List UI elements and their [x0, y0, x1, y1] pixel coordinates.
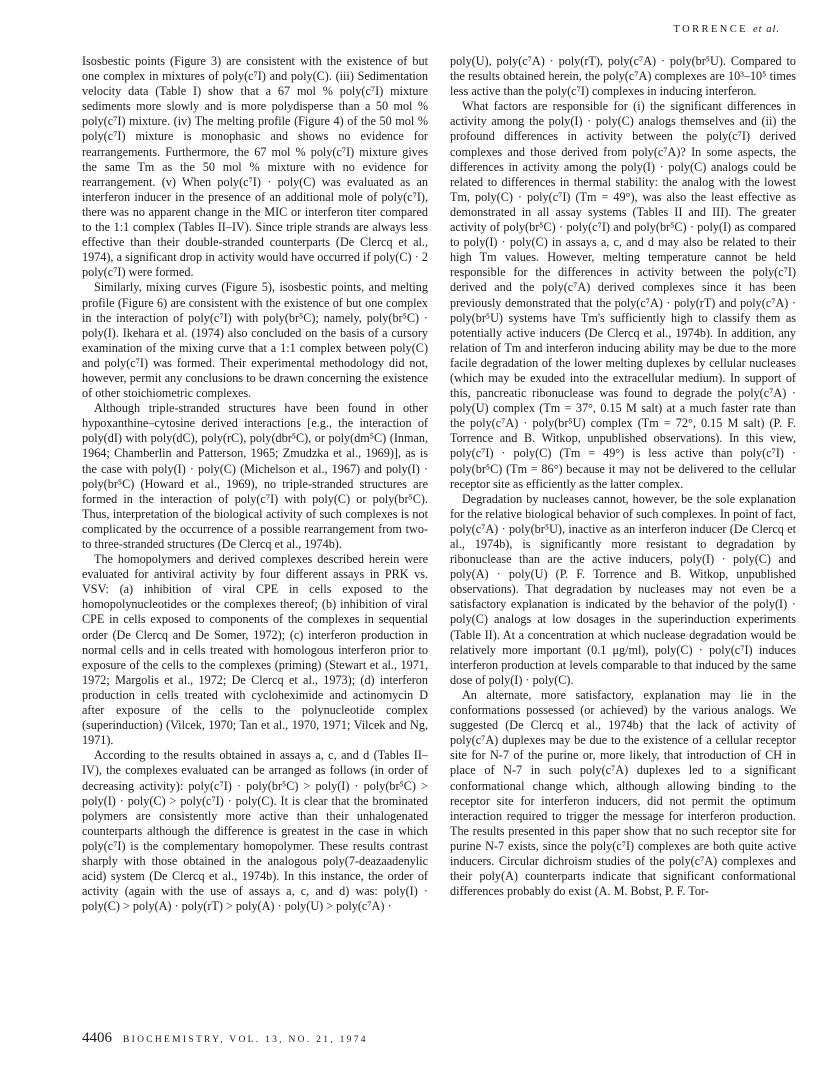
paragraph: What factors are responsible for (i) the significant differences in activity among the poly(I) · poly(C) analogs themselves and (ii) the profound differences in activity between the poly(c⁷I) derived complexes and those derived from poly(c⁷A)? In some aspects, the differences in activity among the poly(I) · poly(C) analogs could be related to differences in thermal stability: the analog with the lowest Tm, poly(C) · poly(c⁷I) (Tm = 49°), was also the least effective as demonstrated in all assay systems (Tables II and III). The greater activity of poly(br⁵C) · poly(c⁷I) and poly(br⁵C) · poly(I) as compared to poly(I) · poly(C) in assays a, c, and d may also be related to their high Tm values. However, melting temperature cannot be held responsible for the differences in activity between the poly(c⁷I) derived and the poly(c⁷A) derived complexes since it has been previously demonstrated that the poly(c⁷A) · poly(rT) and poly(c⁷A) · poly(br⁵U) systems have Tm's sufficiently high to classify them as potentially active inducers (De Clercq et al., 1974b). In addition, any relation of Tm and interferon inducing ability may be due to the more facile degradation of the lower melting duplexes by cellular nucleases (which may be exuded into the extracellular medium). In support of this, pancreatic ribonuclease was found to degrade the poly(c⁷A) · poly(U) complex (Tm = 37°, 0.15 M salt) at a much faster rate than the poly(c⁷A) · poly(br⁵U) complex (Tm = 72°, 0.15 M salt) (P. F. Torrence and B. Witkop, unpublished observations). In this view, poly(c⁷I) · poly(C) (Tm = 49°) is less active than poly(c⁷I) · poly(br⁵C) (Tm = 86°) because it may not be delivered to the cellular receptor site as efficiently as the latter complex.	[450, 99, 796, 491]
left-column	[82, 54, 428, 914]
right-column	[450, 54, 796, 899]
paragraph: Although triple-stranded structures have been found in other hypoxanthine–cytosine derived interactions [e.g., the interaction of poly(dI) with poly(dC), poly(rC), poly(dbr⁵C), or poly(dm⁵C) (Inman, 1964; Chamberlin and Patterson, 1965; Zmudzka et al., 1969)], as is the case with poly(I) · poly(C) (Michelson et al., 1967) and poly(I) · poly(br⁵C) (Howard et al., 1969), no triple-stranded structures are formed in the interaction of poly(c⁷I) with poly(C) or poly(br⁵C). Thus, interpretation of the biological activity of such complexes is not complicated by the occurrence of a possible rearrangement from two- to three-stranded structures (De Clercq et al., 1974b).	[82, 401, 428, 551]
paragraph: Isosbestic points (Figure 3) are consistent with the existence of but one complex in mixtures of poly(c⁷I) and poly(C). (iii) Sedimentation velocity data (Table I) show that a 67 mol % poly(c⁷I) mixture sediments more slowly and is more polydisperse than a 50 mol % poly(c⁷I) mixture. (iv) The melting profile (Figure 4) of the 50 mol % poly(c⁷I) mixture is monophasic and shows no evidence for rearrangements. Furthermore, the 67 mol % poly(c⁷I) mixture gives the same Tm as the 50 mol % mixture with no evidence for rearrangement. (v) When poly(c⁷I) · poly(C) was evaluated as an interferon inducer in the presence of an additional mole of poly(c⁷I), there was no apparent change in the MIC or interferon titer compared to the 1:1 complex (Tables II–IV). Since triple strands are always less effective than their double-stranded counterparts (De Clercq et al., 1974), a significant drop in activity would have occurred if poly(C) · 2 poly(c⁷I) were formed.	[82, 54, 428, 280]
running-head	[674, 24, 780, 35]
paragraph: poly(U), poly(c⁷A) · poly(rT), poly(c⁷A) · poly(br⁵U). Compared to the results obtained herein, the poly(c⁷A) complexes are 10³–10⁵ times less active than the poly(c⁷I) complexes in inducing interferon.	[450, 54, 796, 99]
paragraph: The homopolymers and derived complexes described herein were evaluated for antiviral activity by four different assays in PRK vs. VSV: (a) inhibition of viral CPE in cells exposed to the homopolynucleotides or the complexes thereof; (b) inhibition of viral CPE in cells exposed to components of the complexes in sequential order (De Clercq and De Somer, 1972); (c) interferon production in normal cells and in cells treated with homologous interferon prior to exposure of the cells to the complexes (priming) (Stewart et al., 1971, 1972; Margolis et al., 1972; De Clercq et al., 1973); (d) interferon production in cells treated with cycloheximide and actinomycin D after exposure of the cells to the polynucleotide complex (superinduction) (Vilcek, 1970; Tan et al., 1970, 1971; Vilcek and Ng, 1971).	[82, 552, 428, 748]
paragraph: According to the results obtained in assays a, c, and d (Tables II–IV), the complexes evaluated can be arranged as follows (in order of decreasing activity): poly(c⁷I) · poly(br⁵C) > poly(I) · poly(br⁵C) > poly(I) · poly(C) > poly(c⁷I) · poly(C). It is clear that the brominated polymers are consistently more active than their unhalogenated counterparts although the difference is greatest in the case in which poly(c⁷I) is the complementary homopolymer. These results contrast sharply with those obtained in the analogous poly(7-deazaadenylic acid) system (De Clercq et al., 1974b). In this instance, the order of activity (again with the use of assays a, c, and d) was: poly(I) · poly(C) > poly(A) · poly(rT) > poly(A) · poly(U) > poly(c⁷A) ·	[82, 748, 428, 914]
page-footer	[82, 1030, 368, 1047]
journal-citation: BIOCHEMISTRY, VOL. 13, NO. 21, 1974	[123, 1035, 368, 1045]
paragraph: Similarly, mixing curves (Figure 5), isosbestic points, and melting profile (Figure 6) are consistent with the existence of but one complex in the interaction of poly(c⁷I) with poly(br⁵C); namely, poly(br⁵C) · poly(I). Ikehara et al. (1974) also concluded on the basis of a cursory examination of the mixing curve that a 1:1 complex between poly(C) and poly(c⁷I) was formed. Their experimental methodology did not, however, permit any conclusions to be drawn concerning the existence of other stoichiometric complexes.	[82, 280, 428, 401]
running-head-authors: TORRENCE	[673, 24, 748, 35]
paragraph: Degradation by nucleases cannot, however, be the sole explanation for the relative biological behavior of such complexes. In point of fact, poly(c⁷A) · poly(br⁵U), inactive as an interferon inducer (De Clercq et al., 1974b), is significantly more resistant to degradation by ribonuclease than are the active inducers, poly(I) · poly(C) and poly(A) · poly(U) (P. F. Torrence and B. Witkop, unpublished observations). That degradation by nucleases may not even be a satisfactory explanation is indicated by the behavior of the poly(I) · poly(C) analogs at low dosages in the superinduction experiments (Table II). At a concentration at which nuclease degradation would be relatively more important (0.1 μg/ml), poly(C) · poly(c⁷I) induces interferon production at levels comparable to that induced by the same dose of poly(I) · poly(C).	[450, 491, 796, 687]
page-number: 4406	[82, 1030, 112, 1046]
running-head-etal: et al.	[753, 24, 780, 35]
paragraph: An alternate, more satisfactory, explanation may lie in the conformations possessed (or achieved) by the various analogs. We suggested (De Clercq et al., 1974b) that the lack of activity of poly(c⁷A) duplexes may be due to the existence of a cellular receptor site for N-7 of the purine or, more likely, that introduction of CH in place of N-7 in such poly(c⁷A) duplexes led to a significant conformational change which, although allowing binding to the receptor site for interferon inducers, did not permit the optimum interaction required to trigger the message for interferon production. The results presented in this paper show that no such receptor site for purine N-7 exists, since the poly(c⁷I) complexes are both quite active inducers. Circular dichroism studies of the poly(c⁷A) complexes and their poly(A) counterparts indicate that significant conformational differences probably do exist (A. M. Bobst, P. F. Tor-	[450, 687, 796, 899]
